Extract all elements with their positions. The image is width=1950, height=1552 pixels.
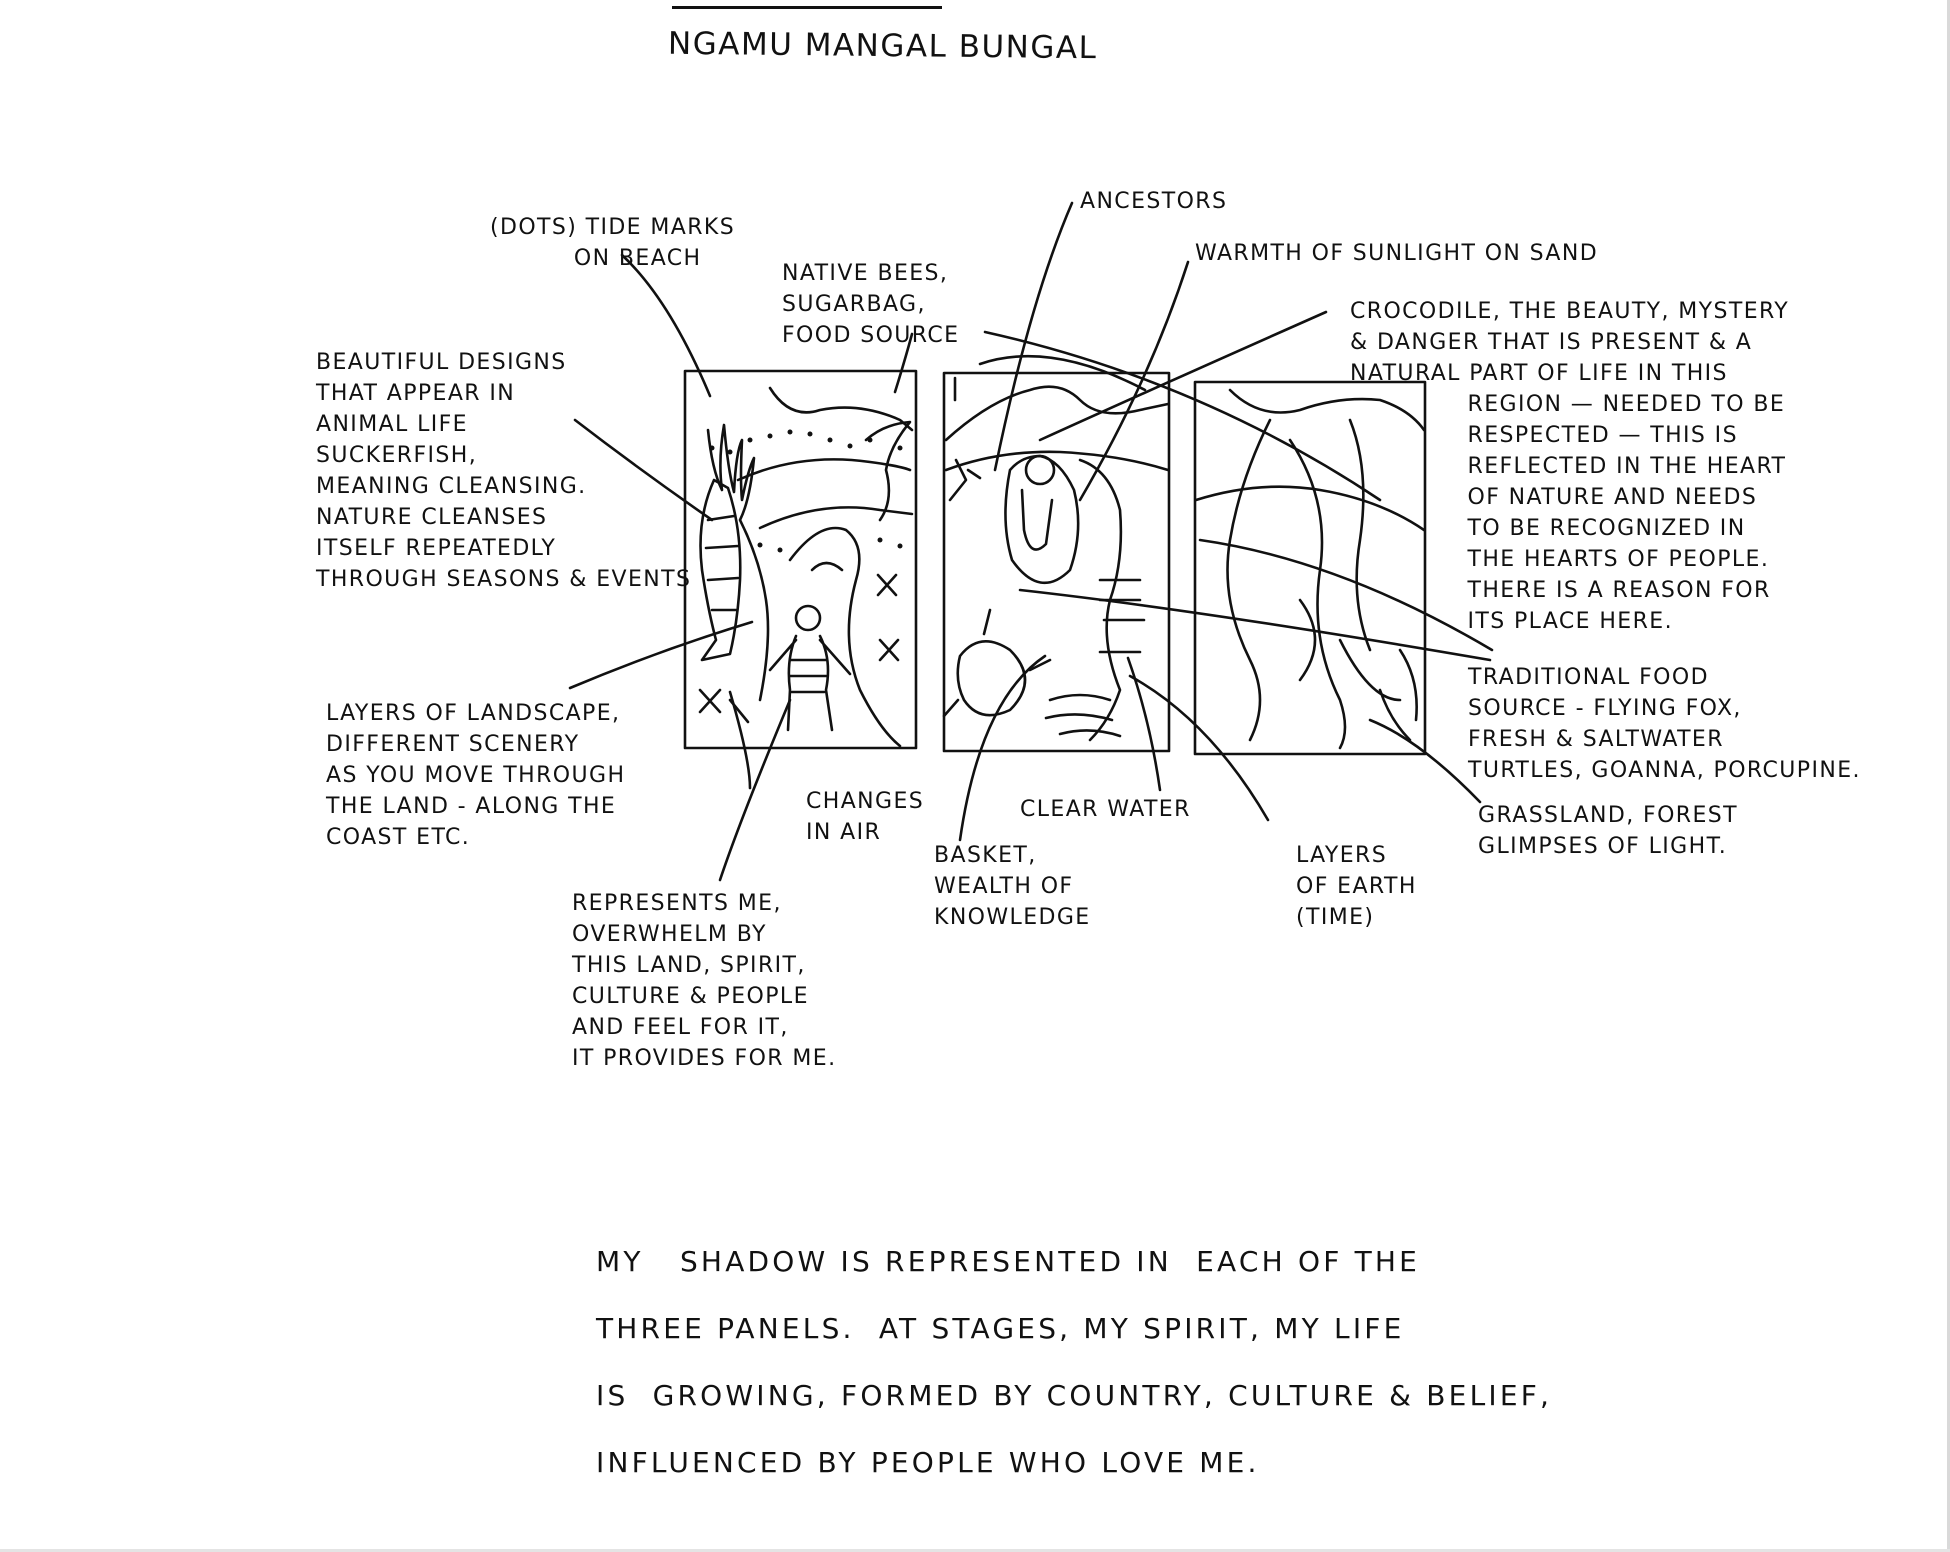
label-represents-me: REPRESENTS ME, OVERWHELM BY THIS LAND, SPIRIT, CULTURE & PEOPLE AND FEEL FOR IT, IT PROVIDES FOR ME.	[572, 891, 837, 1071]
label-traditional-food: TRADITIONAL FOOD SOURCE - FLYING FOX, FRESH & SALTWATER TURTLES, GOANNA, PORCUPINE.	[1468, 665, 1861, 783]
panel-middle-art	[944, 387, 1168, 740]
label-warmth-sunlight: WARMTH OF SUNLIGHT ON SAND	[1195, 241, 1599, 266]
label-crocodile: CROCODILE, THE BEAUTY, MYSTERY & DANGER THAT IS PRESENT & A NATURAL PART OF LIFE IN THIS REGION — NEEDED TO BE RESPECTED — THIS IS REFLECTED IN THE HEART OF NATURE AND NEEDS TO BE RECOGNIZED IN THE HEARTS OF PEOPLE. THERE IS A REASON FOR ITS PLACE HERE.	[1350, 299, 1790, 634]
artwork-title: NGAMU MANGAL BUNGAL	[667, 25, 1098, 67]
label-basket: BASKET, WEALTH OF KNOWLEDGE	[934, 843, 1091, 930]
label-grassland: GRASSLAND, FOREST GLIMPSES OF LIGHT.	[1478, 803, 1738, 859]
label-layers-earth: LAYERS OF EARTH (TIME)	[1296, 843, 1417, 930]
panel-middle	[944, 373, 1169, 751]
label-clear-water: CLEAR WATER	[1020, 797, 1191, 822]
label-ancestors: ANCESTORS	[1080, 189, 1228, 214]
label-changes-air: CHANGES IN AIR	[806, 789, 925, 845]
shadow-statement: MY SHADOW IS REPRESENTED IN EACH OF THE THREE PANELS. AT STAGES, MY SPIRIT, MY LIFE IS GROWING, FORMED BY COUNTRY, CULTURE & BELIEF, INFLUENCED BY PEOPLE WHO LOVE ME.	[596, 1245, 1553, 1479]
panel-left-art	[700, 388, 912, 746]
label-beautiful-designs: BEAUTIFUL DESIGNS THAT APPEAR IN ANIMAL LIFE SUCKERFISH, MEANING CLEANSING. NATURE CLEANSES ITSELF REPEATEDLY THROUGH SEASONS & EVENTS	[316, 350, 692, 592]
label-native-bees: NATIVE BEES, SUGARBAG, FOOD SOURCE	[782, 261, 960, 348]
turtle-shape	[958, 641, 1025, 715]
label-tide-marks: (DOTS) TIDE MARKS ON BEACH	[490, 215, 736, 271]
label-layers-landscape: LAYERS OF LANDSCAPE, DIFFERENT SCENERY AS YOU MOVE THROUGH THE LAND - ALONG THE COAST ETC.	[326, 701, 626, 850]
